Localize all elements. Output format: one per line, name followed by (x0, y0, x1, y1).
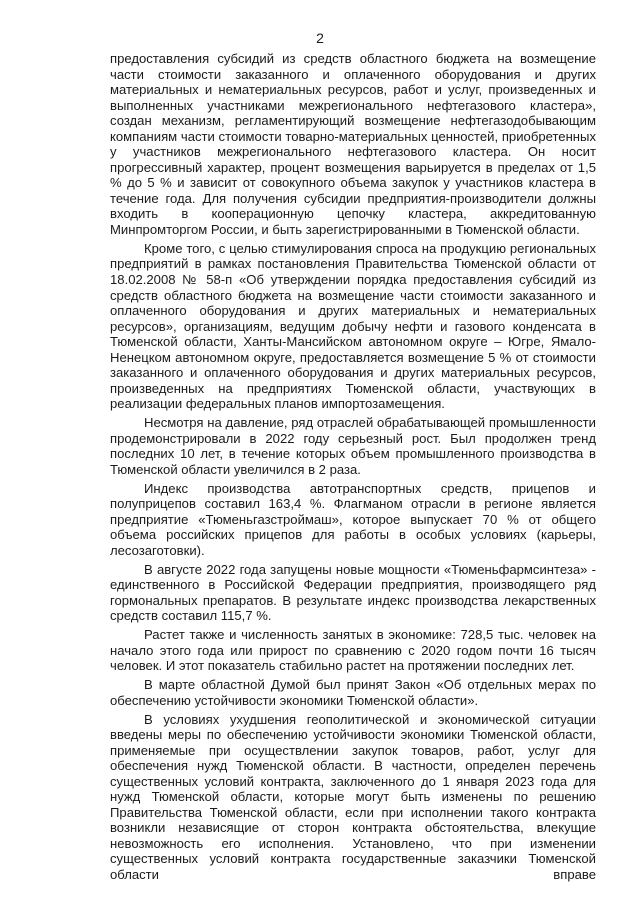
paragraph-industry-growth: Несмотря на давление, ряд отраслей обрабатывающей промышленности продемонстрировали в 2022 году серьезный рост. Был продолжен тренд последних 10 лет, в течение которых объем промышленного производства в Тюменской области увеличился в 2 раза. (110, 415, 596, 477)
page-number: 2 (316, 30, 324, 46)
paragraph-procurement-measures: В условиях ухудшения геополитической и экономической ситуации введены меры по обеспечению устойчивости экономики Тюменской области, применяемые при осуществлении закупок товаров, работ, услуг для обеспечения нужд Тюменской области. В частности, определен перечень существенных условий контракта, заключенного до 1 января 2023 года для нужд Тюменской области, которые могут быть изменены по решению Правительства Тюменской области, если при исполнении такого контракта возникли независящие от сторон контракта обстоятельства, влекущие невозможность его исполнения. Установлено, что при изменении существенных условий контракта государственные заказчики Тюменской области вправе (110, 711, 596, 882)
document-body (110, 51, 596, 883)
paragraph-regional-demand: Кроме того, с целью стимулирования спроса на продукцию региональных предприятий в рамках постановления Правительства Тюменской области от 18.02.2008 № 58-п «Об утверждении порядка предоставления субсидий из средств областного бюджета на возмещение части стоимости заказанного и оплаченного оборудования и других материальных и нематериальных ресурсов», организациям, ведущим добычу нефти и газового конденсата в Тюменской области, Ханты-Мансийском автономном округе – Югре, Ямало-Ненецком автономном округе, предоставляется возмещение 5 % от стоимости заказанного и оплаченного оборудования и других материальных ресурсов, произведенных на предприятиях Тюменской области, участвующих в реализации федеральных планов импортозамещения. (110, 240, 596, 412)
paragraph-vehicle-index: Индекс производства автотранспортных средств, прицепов и полуприцепов составил 163,4 %. Флагманом отрасли в регионе является предприятие «Тюменьгазстроймаш», которое выпускает 70 % от общего объема российских прицепов для работы в особых условиях (карьеры, лесозаготовки). (110, 480, 596, 558)
paragraph-law: В марте областной Думой был принят Закон «Об отдельных мерах по обеспечению устойчивости экономики Тюменской области». (110, 677, 596, 708)
paragraph-pharma: В августе 2022 года запущены новые мощности «Тюменьфармсинтеза» - единственного в Российской Федерации предприятия, производящего ряд гормональных препаратов. В результате индекс производства лекарственных средств составил 115,7 %. (110, 561, 596, 624)
paragraph-employment: Растет также и численность занятых в экономике: 728,5 тыс. человек на начало этого года или прирост по сравнению с 2020 годом почти 16 тысяч человек. И этот показатель стабильно растет на протяжении последних лет. (110, 627, 596, 674)
paragraph-subsidy-mechanism: предоставления субсидий из средств областного бюджета на возмещение части стоимости заказанного и оплаченного оборудования и других материальных и нематериальных ресурсов, работ и услуг, произведенных и выполненных участниками межрегионального нефтегазового кластера», создан механизм, регламентирующий возмещение нефтегазодобывающим компаниям части стоимости товарно-материальных ценностей, приобретенных у участников межрегионального нефтегазового кластера. Он носит прогрессивный характер, процент возмещения варьируется в пределах от 1,5 % до 5 % и зависит от совокупного объема закупок у участников кластера в течение года. Для получения субсидии предприятия-производители должны входить в кооперационную цепочку кластера, аккредитованную Минпромторгом России, и быть зарегистрированными в Тюменской области. (110, 51, 596, 238)
